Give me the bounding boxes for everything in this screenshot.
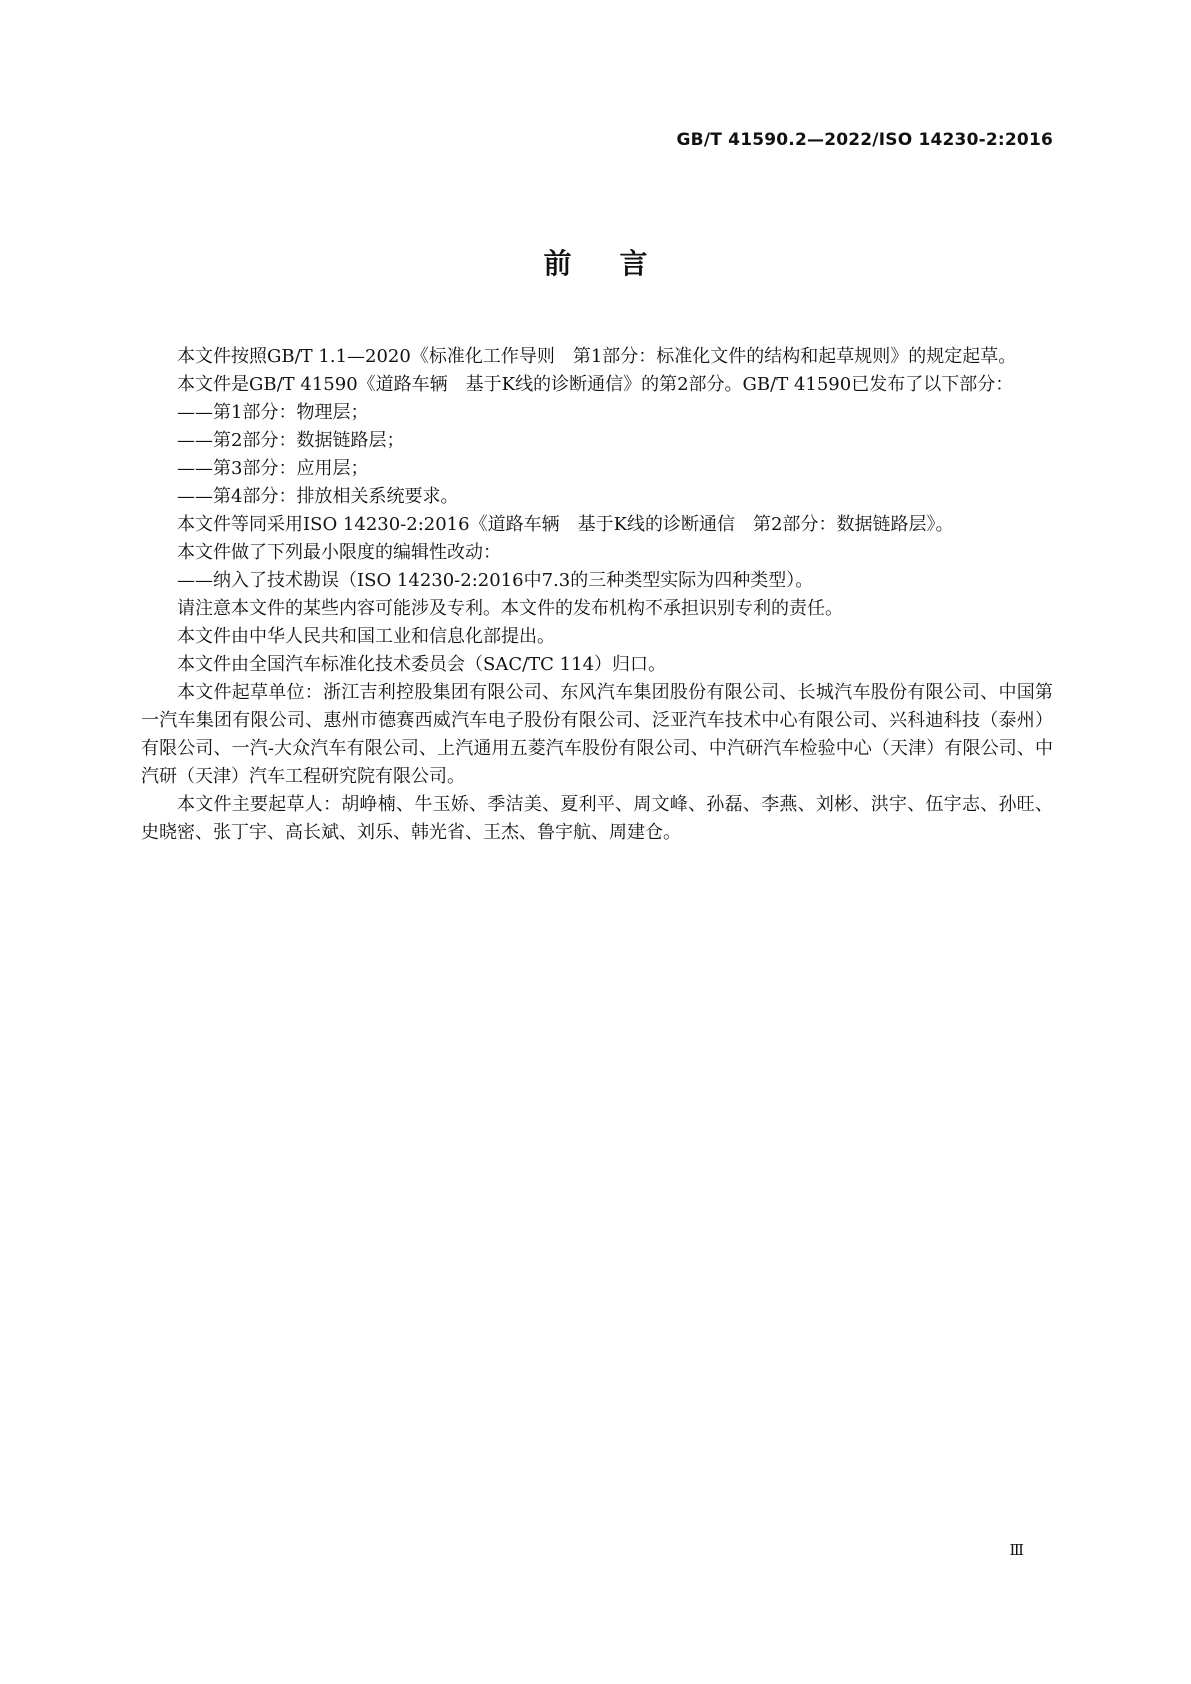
series-part-paragraph: 本文件是GB/T 41590《道路车辆 基于K线的诊断通信》的第2部分。GB/T 41590已发布了以下部分： (177, 374, 1014, 395)
page-number: Ⅲ (1009, 1541, 1024, 1559)
change-list-item: ——纳入了技术勘误（ISO 14230-2:2016中7.3的三种类型实际为四种类型）。 (177, 570, 814, 591)
part-list-item: ——第2部分：数据链路层； (177, 430, 405, 451)
drafters-paragraph: 本文件主要起草人：胡峥楠、牛玉娇、季洁美、夏利平、周文峰、孙磊、李燕、刘彬、洪宇、伍宇志、孙旺、史晓密、张丁宇、高长斌、刘乐、韩光省、王杰、鲁宇航、周建仓。 (141, 794, 1053, 843)
drafting-units-paragraph: 本文件起草单位：浙江吉利控股集团有限公司、东风汽车集团股份有限公司、长城汽车股份有限公司、中国第一汽车集团有限公司、惠州市德赛西威汽车电子股份有限公司、泛亚汽车技术中心有限公司、兴科迪科技（泰州）有限公司、一汽-大众汽车有限公司、上汽通用五菱汽车股份有限公司、中汽研汽车检验中心（天津）有限公司、中汽研（天津）汽车工程研究院有限公司。 (141, 682, 1053, 787)
part-list-item: ——第4部分：排放相关系统要求。 (177, 486, 459, 507)
drafting-rules-paragraph: 本文件按照GB/T 1.1—2020《标准化工作导则 第1部分：标准化文件的结构和起草规则》的规定起草。 (177, 346, 1017, 367)
proposer-paragraph: 本文件由中华人民共和国工业和信息化部提出。 (177, 626, 555, 647)
part-list-item: ——第1部分：物理层； (177, 402, 369, 423)
adoption-paragraph: 本文件等同采用ISO 14230-2:2016《道路车辆 基于K线的诊断通信 第2部分：数据链路层》。 (177, 514, 954, 535)
editorial-changes-paragraph: 本文件做了下列最小限度的编辑性改动： (177, 542, 501, 563)
part-list-item: ——第3部分：应用层； (177, 458, 369, 479)
page-title: 前言 (543, 247, 696, 280)
patent-notice-paragraph: 请注意本文件的某些内容可能涉及专利。本文件的发布机构不承担识别专利的责任。 (177, 598, 843, 619)
standard-number-header: GB/T 41590.2—2022/ISO 14230-2:2016 (676, 130, 1053, 150)
centralized-by-paragraph: 本文件由全国汽车标准化技术委员会（SAC/TC 114）归口。 (177, 654, 667, 675)
foreword-body (141, 343, 1053, 847)
